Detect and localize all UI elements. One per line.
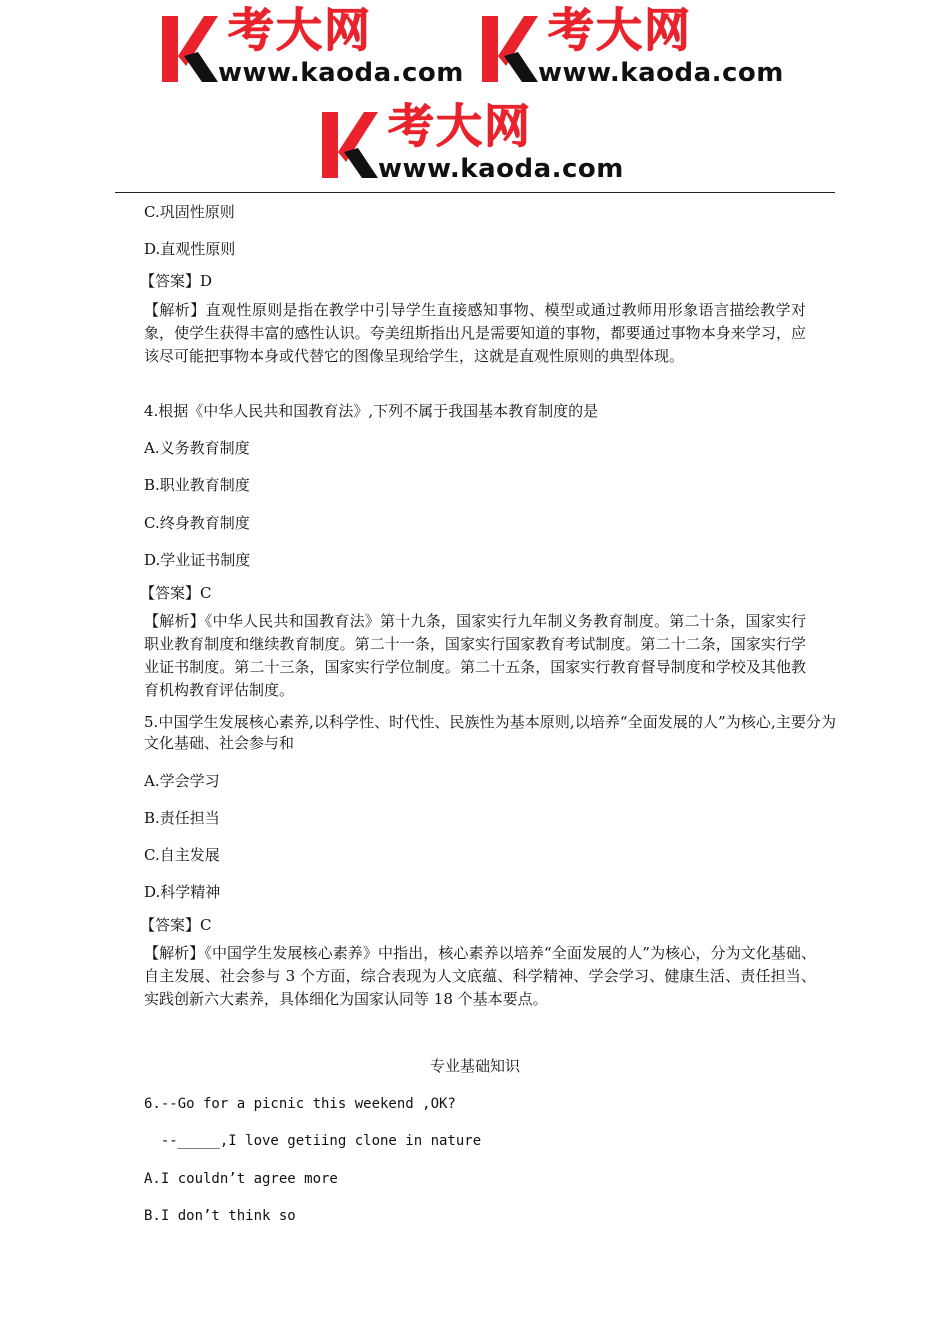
option-text: C.终身教育制度: [144, 514, 250, 532]
option-text: D.学业证书制度: [144, 551, 251, 569]
kaoda-logo: [480, 3, 800, 94]
option-text: B.职业教育制度: [144, 476, 250, 494]
question-text: --_____,I love getiing clone in nature: [144, 1133, 482, 1149]
logo-title: 考大网: [548, 3, 692, 57]
option-text: D.直观性原则: [144, 240, 236, 258]
option-text: B.责任担当: [144, 809, 220, 827]
logo-url: www.kaoda.com: [378, 154, 624, 184]
option-text: C.巩固性原则: [144, 203, 235, 221]
question-text: 4.根据《中华人民共和国教育法》,下列不属于我国基本教育制度的是: [144, 402, 599, 420]
section-heading: 专业基础知识: [429, 1057, 520, 1075]
logo-title: 考大网: [228, 3, 372, 57]
answer-text: 【答案】D: [140, 272, 213, 290]
question-text: 6.--Go for a picnic this weekend ,OK?: [144, 1096, 456, 1112]
option-text: B.I don’t think so: [144, 1208, 296, 1224]
option-text: C.自主发展: [144, 846, 220, 864]
page-header: [0, 0, 950, 192]
question-text: 5.中国学生发展核心素养,以科学性、时代性、民族性为基本原则,以培养“全面发展的人”为核心,主要分为文化基础、社会参与和: [144, 713, 836, 752]
explanation-text: 【解析】《中华人民共和国教育法》第十九条，国家实行九年制义务教育制度。第二十条，国家实行职业教育制度和继续教育制度。第二十一条，国家实行国家教育考试制度。第二十二条，国家实行学业证书制度。第二十三条，国家实行学位制度。第二十五条，国家实行教育督导制度和学校及其他教育机构教育评估制度。: [144, 612, 806, 699]
option-text: A.义务教育制度: [144, 439, 250, 457]
logo-url: www.kaoda.com: [218, 58, 464, 88]
logo-title: 考大网: [388, 99, 532, 153]
header-divider: [115, 192, 835, 193]
explanation-text: 【解析】《中国学生发展核心素养》中指出，核心素养以培养“全面发展的人”为核心，分为文化基础、自主发展、社会参与 3 个方面，综合表现为人文底蕴、科学精神、学会学习、健康生活、责任担当、实践创新六大素养，具体细化为国家认同等 18 个基本要点。: [144, 944, 816, 1008]
answer-text: 【答案】C: [140, 584, 212, 602]
explanation-text: 【解析】直观性原则是指在教学中引导学生直接感知事物、模型或通过教师用形象语言描绘教学对象，使学生获得丰富的感性认识。夸美纽斯指出凡是需要知道的事物，都要通过事物本身来学习，应该尽可能把事物本身或代替它的图像呈现给学生，这就是直观性原则的典型体现。: [144, 301, 806, 365]
option-text: A.学会学习: [144, 772, 220, 790]
k-logo-icon: [320, 108, 378, 182]
answer-text: 【答案】C: [140, 916, 212, 934]
k-logo-icon: [160, 12, 218, 86]
logo-url: www.kaoda.com: [538, 58, 784, 88]
option-text: A.I couldn’t agree more: [144, 1171, 338, 1187]
kaoda-logo: [320, 99, 640, 190]
k-logo-icon: [480, 12, 538, 86]
option-text: D.科学精神: [144, 883, 221, 901]
kaoda-logo: [160, 3, 480, 94]
